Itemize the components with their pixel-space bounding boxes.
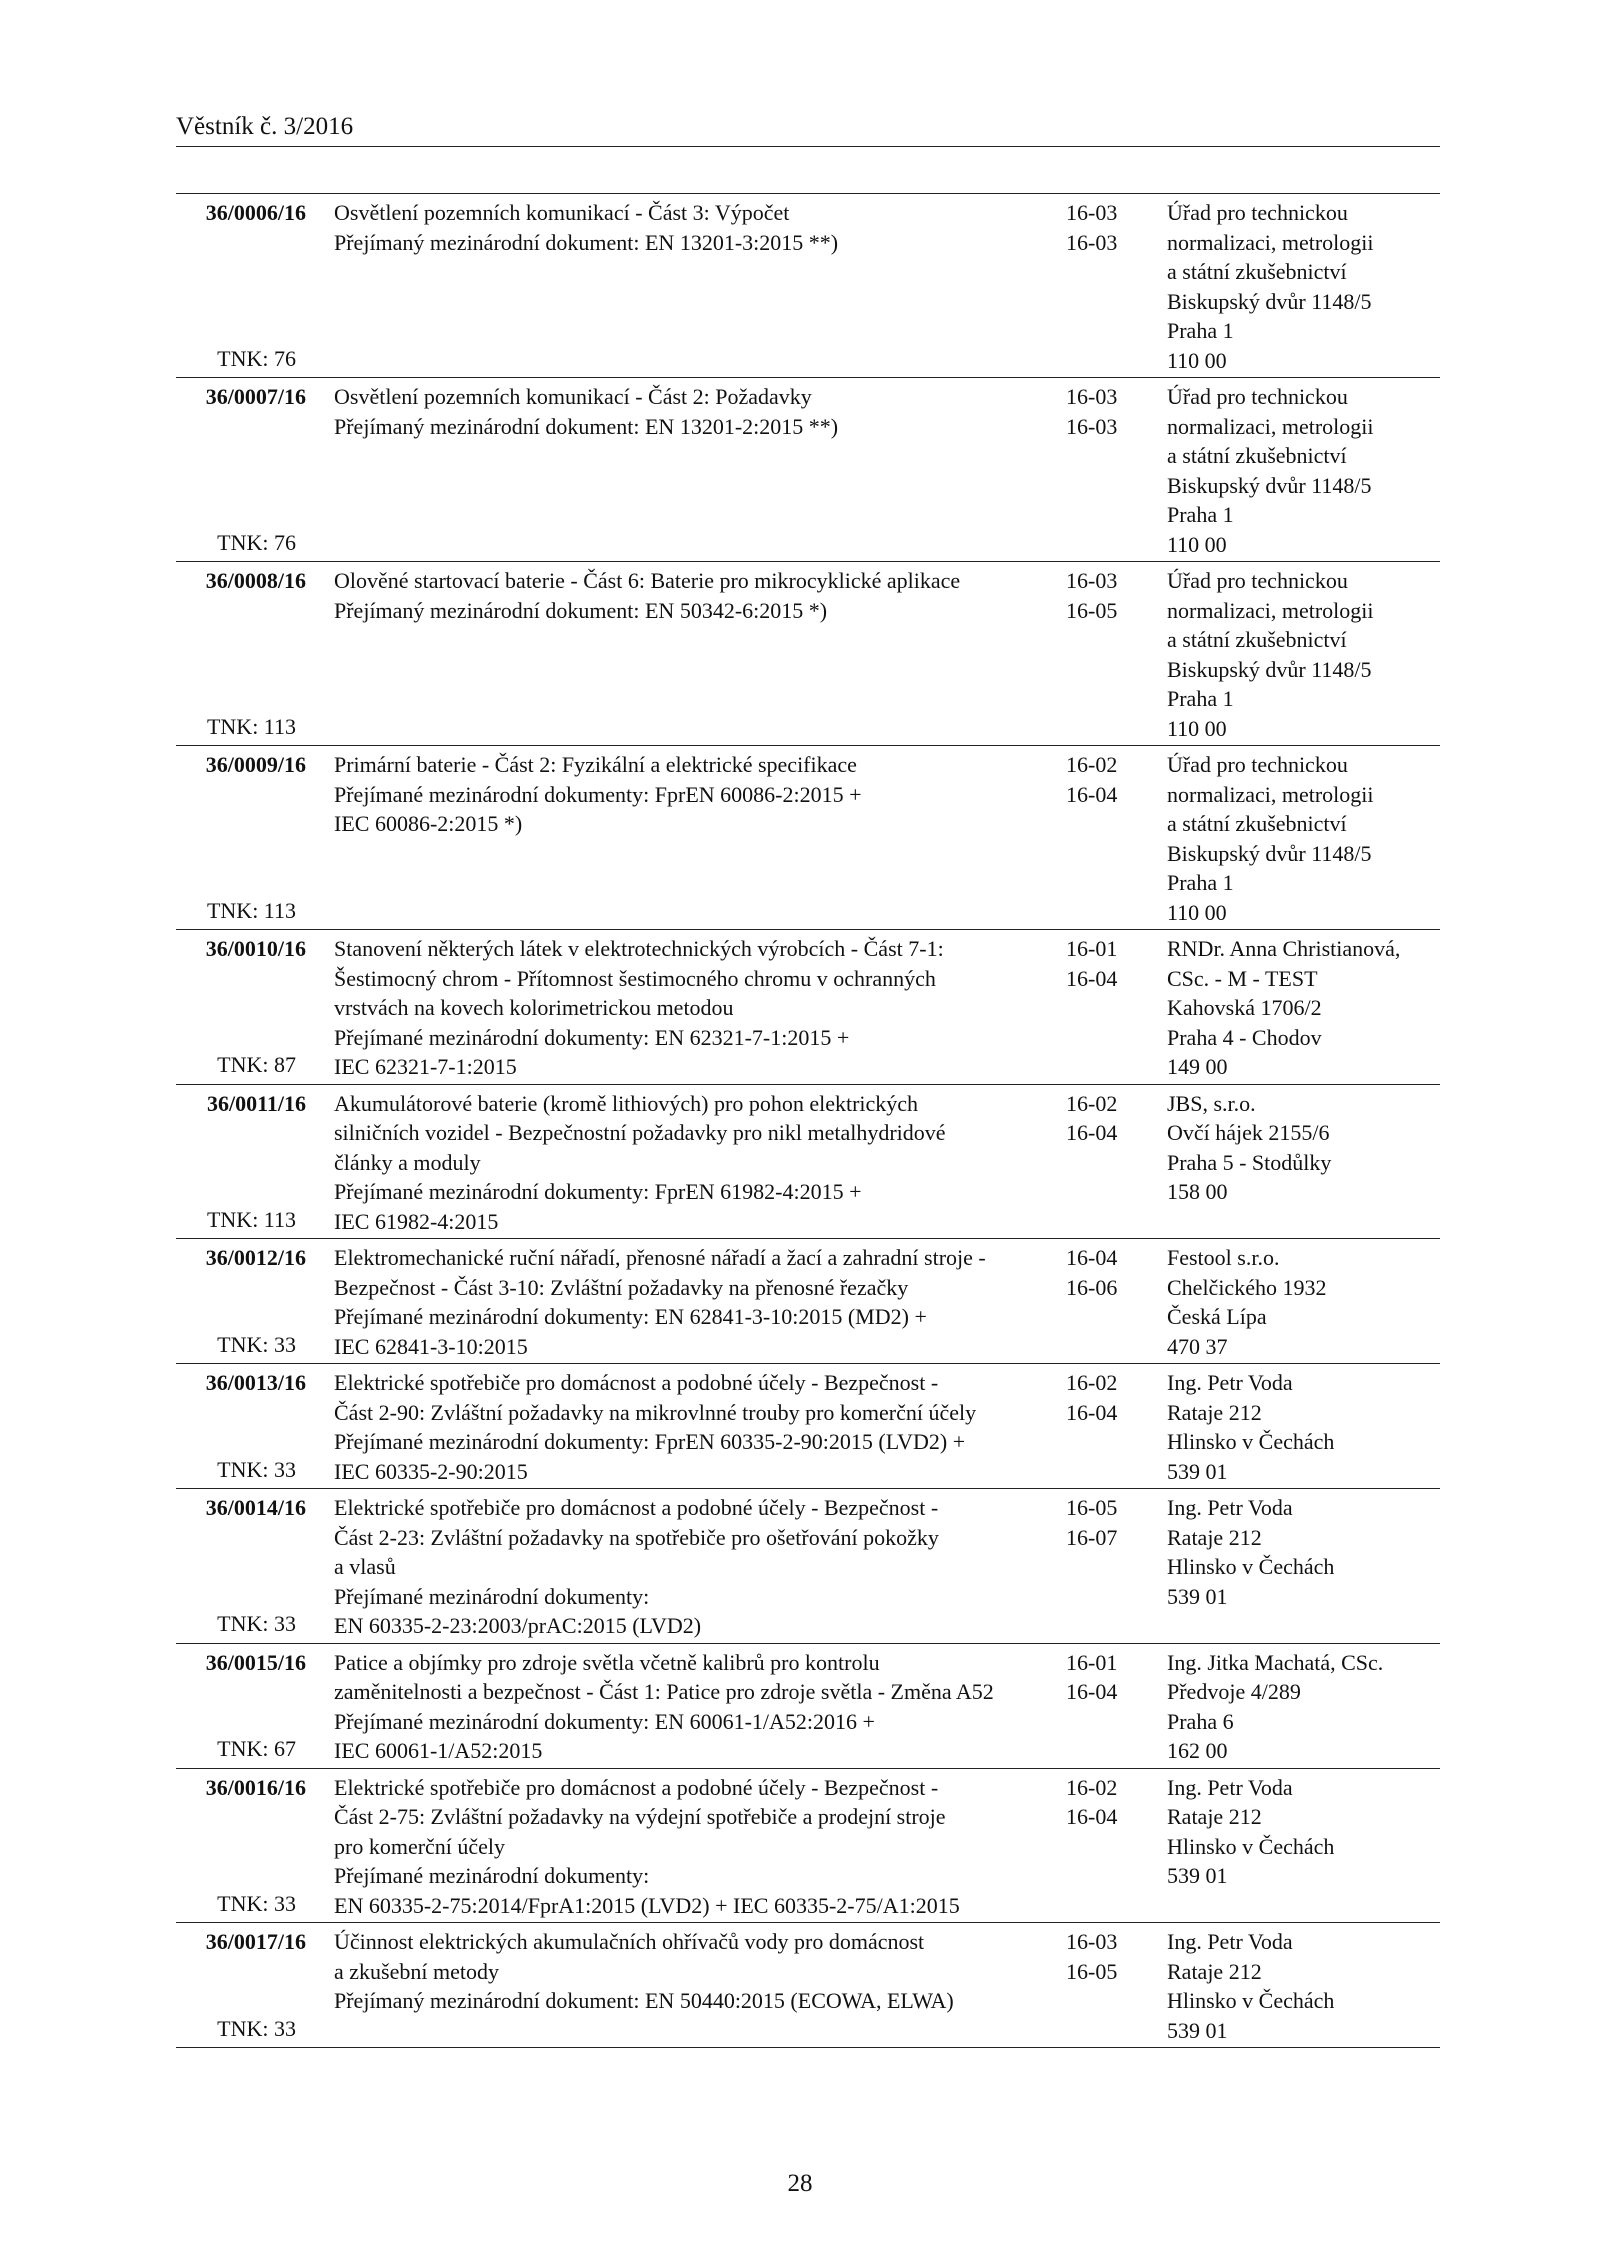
entry-date: 16-02 bbox=[1066, 1774, 1118, 1800]
entry-address-line: normalizaci, metrologii bbox=[1167, 413, 1374, 439]
entry-address-line: Ing. Petr Voda bbox=[1167, 1929, 1293, 1954]
table-row bbox=[176, 1489, 1440, 1644]
entry-spacer bbox=[334, 441, 1234, 471]
entry-tnk: TNK: 67 bbox=[217, 1736, 296, 1761]
entry-title-line: Přejímané mezinárodní dokumenty: EN 62841-3-10:2015 (MD2) + bbox=[334, 1304, 927, 1329]
entry-tnk: TNK: 33 bbox=[217, 1456, 296, 1482]
table-row bbox=[176, 746, 1440, 930]
entry-number: 36/0012/16 bbox=[205, 1245, 306, 1270]
entry-address-line: 539 01 bbox=[1167, 1458, 1228, 1484]
page-number: 28 bbox=[787, 2170, 813, 2197]
entry-title-line: Bezpečnost - Část 3-10: Zvláštní požadavky na přenosné řezačky bbox=[334, 1274, 909, 1300]
table-row bbox=[176, 562, 1440, 746]
entry-tnk: TNK: 33 bbox=[217, 1890, 296, 1916]
entry-address-line: Festool s.r.o. bbox=[1167, 1245, 1280, 1270]
entry-address-line: a státní zkušebnictví bbox=[1167, 811, 1347, 836]
entry-address-line: Biskupský dvůr 1148/5 bbox=[1167, 288, 1372, 314]
standards-table bbox=[176, 193, 1440, 2048]
entry-dates bbox=[1066, 750, 1126, 809]
entry-title-line: Osvětlení pozemních komunikací - Část 3: Výpočet bbox=[334, 200, 790, 225]
entry-title-line: Přejímané mezinárodní dokumenty: FprEN 61982-4:2015 + bbox=[334, 1179, 862, 1204]
entry-date: 16-04 bbox=[1066, 1399, 1118, 1425]
entry-date: 16-04 bbox=[1066, 1120, 1118, 1145]
header-divider bbox=[176, 146, 1440, 147]
entry-date: 16-04 bbox=[1066, 1245, 1118, 1270]
entry-address-line: 110 00 bbox=[1167, 715, 1227, 741]
entry-address bbox=[1167, 1493, 1440, 1611]
entry-number: 36/0006/16 bbox=[205, 200, 306, 225]
entry-title-line: Primární baterie - Část 2: Fyzikální a elektrické specifikace bbox=[334, 752, 857, 777]
entry-address bbox=[1167, 198, 1440, 375]
entry-address-line: 158 00 bbox=[1167, 1179, 1228, 1204]
entry-spacer bbox=[334, 684, 1234, 714]
table-row bbox=[176, 1239, 1440, 1364]
entry-title-line: IEC 61982-4:2015 bbox=[334, 1208, 499, 1234]
entry-address-line: Rataje 212 bbox=[1167, 1958, 1262, 1984]
entry-address-line: Hlinsko v Čechách bbox=[1167, 1988, 1335, 2013]
entry-number: 36/0009/16 bbox=[205, 752, 306, 777]
entry-address bbox=[1167, 1243, 1440, 1361]
entry-dates bbox=[1066, 1368, 1126, 1427]
entry-title-line: zaměnitelnosti a bezpečnost - Část 1: Patice pro zdroje světla - Změna A52 bbox=[334, 1679, 994, 1704]
entry-date: 16-07 bbox=[1066, 1524, 1118, 1550]
entry-date: 16-01 bbox=[1066, 1649, 1118, 1675]
entry-tnk: TNK: 87 bbox=[217, 1052, 296, 1077]
entry-title-line: Část 2-75: Zvláštní požadavky na výdejní spotřebiče a prodejní stroje bbox=[334, 1804, 946, 1829]
entry-tnk: TNK: 33 bbox=[217, 2015, 296, 2041]
entry-date: 16-06 bbox=[1066, 1274, 1118, 1300]
entry-tnk: TNK: 113 bbox=[206, 1206, 296, 1232]
table-row bbox=[176, 1085, 1440, 1240]
entry-title-line: EN 60335-2-75:2014/FprA1:2015 (LVD2) + IEC 60335-2-75/A1:2015 bbox=[334, 1892, 960, 1918]
entry-address-line: Ing. Petr Voda bbox=[1167, 1370, 1293, 1395]
entry-address-line: 110 00 bbox=[1167, 531, 1227, 557]
entry-number: 36/0017/16 bbox=[205, 1929, 306, 1954]
entry-address-line: Hlinsko v Čechách bbox=[1167, 1833, 1335, 1859]
entry-tnk: TNK: 113 bbox=[206, 897, 296, 923]
entry-spacer bbox=[334, 625, 1234, 655]
entry-title-line: Část 2-90: Zvláštní požadavky na mikrovlnné trouby pro komerční účely bbox=[334, 1399, 977, 1425]
entry-dates bbox=[1066, 934, 1126, 993]
entry-title-line bbox=[334, 2016, 1234, 2046]
entry-date: 16-03 bbox=[1066, 1929, 1118, 1954]
entry-title-line: Přejímané mezinárodní dokumenty: bbox=[334, 1863, 650, 1888]
entry-address-line: normalizaci, metrologii bbox=[1167, 229, 1374, 255]
entry-date: 16-04 bbox=[1066, 1679, 1118, 1704]
entry-title-line: IEC 60335-2-90:2015 bbox=[334, 1458, 528, 1484]
entry-title-line: Stanovení některých látek v elektrotechnických výrobcích - Část 7-1: bbox=[334, 936, 944, 961]
entry-title-line: Elektrické spotřebiče pro domácnost a podobné účely - Bezpečnost - bbox=[334, 1370, 939, 1395]
entry-address-line: Ovčí hájek 2155/6 bbox=[1167, 1120, 1330, 1145]
entry-address-line: 110 00 bbox=[1167, 899, 1227, 925]
entry-number: 36/0010/16 bbox=[205, 936, 306, 961]
entry-date: 16-04 bbox=[1066, 781, 1118, 807]
entry-number: 36/0014/16 bbox=[205, 1495, 306, 1520]
entry-address bbox=[1167, 382, 1440, 559]
entry-spacer bbox=[334, 530, 1234, 560]
entry-title-line: vrstvách na kovech kolorimetrickou metodou bbox=[334, 995, 734, 1020]
entry-address-line: Hlinsko v Čechách bbox=[1167, 1554, 1335, 1579]
entry-dates bbox=[1066, 566, 1126, 625]
entry-address-line: 149 00 bbox=[1167, 1054, 1228, 1079]
entry-address-line: 539 01 bbox=[1167, 1863, 1228, 1888]
entry-spacer bbox=[334, 500, 1234, 530]
entry-dates bbox=[1066, 1089, 1126, 1148]
entry-address-line: a státní zkušebnictví bbox=[1167, 627, 1347, 652]
entry-title-line: silničních vozidel - Bezpečnostní požadavky pro nikl metalhydridové bbox=[334, 1120, 946, 1145]
entry-address-line: Praha 1 bbox=[1167, 686, 1234, 711]
table-row bbox=[176, 1769, 1440, 1924]
entry-title-line: Elektrické spotřebiče pro domácnost a podobné účely - Bezpečnost - bbox=[334, 1774, 939, 1800]
entry-title-line: Část 2-23: Zvláštní požadavky na spotřebiče pro ošetřování pokožky bbox=[334, 1524, 939, 1550]
entry-address-line: Rataje 212 bbox=[1167, 1524, 1262, 1550]
entry-address-line: CSc. - M - TEST bbox=[1167, 965, 1318, 991]
entry-spacer bbox=[334, 316, 1234, 346]
entry-address bbox=[1167, 1368, 1440, 1486]
entry-date: 16-03 bbox=[1066, 384, 1118, 409]
entry-spacer bbox=[334, 287, 1234, 317]
entry-address-line: 539 01 bbox=[1167, 2017, 1228, 2043]
entry-date: 16-05 bbox=[1066, 1495, 1118, 1520]
entry-address-line: Praha 4 - Chodov bbox=[1167, 1024, 1322, 1050]
table-row bbox=[176, 1923, 1440, 2048]
entry-title-line: Přejímané mezinárodní dokumenty: EN 62321-7-1:2015 + bbox=[334, 1024, 850, 1050]
entry-title-line: IEC 62321-7-1:2015 bbox=[334, 1054, 517, 1079]
entry-address-line: Úřad pro technickou bbox=[1167, 752, 1348, 777]
entry-title-line: Elektrické spotřebiče pro domácnost a podobné účely - Bezpečnost - bbox=[334, 1495, 939, 1520]
entry-address-line: Rataje 212 bbox=[1167, 1804, 1262, 1829]
entry-address-line: Ing. Petr Voda bbox=[1167, 1495, 1293, 1520]
entry-title-line: články a moduly bbox=[334, 1149, 481, 1175]
entry-address-line: Úřad pro technickou bbox=[1167, 384, 1348, 409]
entry-title-line: Přejímaný mezinárodní dokument: EN 13201-3:2015 **) bbox=[334, 229, 839, 255]
entry-address-line: Ing. Petr Voda bbox=[1167, 1774, 1293, 1800]
entry-spacer bbox=[334, 898, 1234, 928]
table-row bbox=[176, 1644, 1440, 1769]
entry-date: 16-05 bbox=[1066, 1958, 1118, 1984]
entry-dates bbox=[1066, 1243, 1126, 1302]
entry-address-line: Praha 1 bbox=[1167, 870, 1234, 895]
entry-date: 16-02 bbox=[1066, 752, 1118, 777]
entry-address-line: 162 00 bbox=[1167, 1738, 1228, 1763]
entry-date: 16-05 bbox=[1066, 597, 1118, 623]
entry-address-line: Předvoje 4/289 bbox=[1167, 1679, 1301, 1704]
entry-address-line: Úřad pro technickou bbox=[1167, 568, 1348, 593]
entry-address-line: Rataje 212 bbox=[1167, 1399, 1262, 1425]
entry-spacer bbox=[334, 471, 1234, 501]
entry-number: 36/0011/16 bbox=[206, 1090, 306, 1116]
entry-spacer bbox=[334, 714, 1234, 744]
entry-spacer bbox=[334, 839, 1234, 869]
table-row bbox=[176, 194, 1440, 378]
entry-address bbox=[1167, 1648, 1440, 1766]
entry-title-line: IEC 60086-2:2015 *) bbox=[334, 811, 523, 836]
entry-title-line: Přejímané mezinárodní dokumenty: EN 60061-1/A52:2016 + bbox=[334, 1708, 875, 1734]
entry-date: 16-03 bbox=[1066, 568, 1118, 593]
table-row bbox=[176, 930, 1440, 1085]
entry-dates bbox=[1066, 382, 1126, 441]
entry-title-line: Účinnost elektrických akumulačních ohřívačů vody pro domácnost bbox=[334, 1929, 925, 1954]
entry-address-line: Biskupský dvůr 1148/5 bbox=[1167, 656, 1372, 682]
entry-title-line: a zkušební metody bbox=[334, 1958, 499, 1984]
entry-spacer bbox=[334, 655, 1234, 685]
entry-title-line: pro komerční účely bbox=[334, 1833, 506, 1859]
entry-address-line: Praha 5 - Stodůlky bbox=[1167, 1149, 1332, 1175]
entry-address-line: 110 00 bbox=[1167, 347, 1227, 373]
entry-tnk: TNK: 33 bbox=[217, 1331, 296, 1357]
entry-address-line: Kahovská 1706/2 bbox=[1167, 995, 1322, 1020]
entry-address-line: normalizaci, metrologii bbox=[1167, 781, 1374, 807]
entry-title-line: Olověné startovací baterie - Část 6: Baterie pro mikrocyklické aplikace bbox=[334, 568, 961, 593]
entry-address-line: 539 01 bbox=[1167, 1583, 1228, 1609]
entry-tnk: TNK: 113 bbox=[206, 713, 296, 739]
entry-spacer bbox=[334, 346, 1234, 376]
entry-address-line: normalizaci, metrologii bbox=[1167, 597, 1374, 623]
entry-date: 16-03 bbox=[1066, 413, 1118, 439]
entry-number: 36/0007/16 bbox=[205, 384, 306, 409]
entry-date: 16-02 bbox=[1066, 1370, 1118, 1395]
entry-date: 16-02 bbox=[1066, 1090, 1118, 1116]
entry-title-line: Osvětlení pozemních komunikací - Část 2: Požadavky bbox=[334, 384, 812, 409]
entry-title-line: Akumulátorové baterie (kromě lithiových) pro pohon elektrických bbox=[334, 1090, 919, 1116]
entry-address bbox=[1167, 1089, 1440, 1207]
entry-address bbox=[1167, 1773, 1440, 1891]
entry-number: 36/0013/16 bbox=[205, 1370, 306, 1395]
entry-number: 36/0015/16 bbox=[205, 1649, 306, 1675]
entry-address bbox=[1167, 566, 1440, 743]
entry-title-line: Přejímané mezinárodní dokumenty: FprEN 60335-2-90:2015 (LVD2) + bbox=[334, 1429, 966, 1454]
entry-tnk: TNK: 76 bbox=[217, 529, 296, 555]
entry-address-line: JBS, s.r.o. bbox=[1167, 1090, 1256, 1116]
entry-title-line: IEC 60061-1/A52:2015 bbox=[334, 1738, 543, 1763]
entry-dates bbox=[1066, 1773, 1126, 1832]
entry-dates bbox=[1066, 1493, 1126, 1552]
entry-address-line: RNDr. Anna Christianová, bbox=[1167, 936, 1401, 961]
entry-title-line: Přejímaný mezinárodní dokument: EN 13201-2:2015 **) bbox=[334, 413, 839, 439]
entry-address-line: Ing. Jitka Machatá, CSc. bbox=[1167, 1649, 1384, 1675]
entry-title-line: Patice a objímky pro zdroje světla včetně kalibrů pro kontrolu bbox=[334, 1649, 880, 1675]
entry-dates bbox=[1066, 198, 1126, 257]
table-row bbox=[176, 1364, 1440, 1489]
entry-date: 16-03 bbox=[1066, 229, 1118, 255]
entry-title-line: Elektromechanické ruční nářadí, přenosné nářadí a žací a zahradní stroje - bbox=[334, 1245, 986, 1270]
entry-address bbox=[1167, 750, 1440, 927]
entry-title-line: Šestimocný chrom - Přítomnost šestimocného chromu v ochranných bbox=[334, 965, 936, 991]
entry-date: 16-04 bbox=[1066, 1804, 1118, 1829]
entry-address-line: a státní zkušebnictví bbox=[1167, 259, 1347, 284]
entry-tnk: TNK: 76 bbox=[217, 345, 296, 371]
entry-dates bbox=[1066, 1648, 1126, 1707]
entry-date: 16-01 bbox=[1066, 936, 1118, 961]
entry-title-line: a vlasů bbox=[334, 1554, 396, 1579]
entry-spacer bbox=[334, 868, 1234, 898]
entry-title-line: IEC 62841-3-10:2015 bbox=[334, 1333, 528, 1359]
entry-address-line: Chelčického 1932 bbox=[1167, 1274, 1327, 1300]
entry-number: 36/0016/16 bbox=[205, 1774, 306, 1800]
entry-address-line: Praha 6 bbox=[1167, 1708, 1234, 1734]
entry-address bbox=[1167, 1927, 1440, 2045]
entry-date: 16-04 bbox=[1066, 965, 1118, 991]
entry-date: 16-03 bbox=[1066, 200, 1118, 225]
entry-number: 36/0008/16 bbox=[205, 568, 306, 593]
entry-address-line: Úřad pro technickou bbox=[1167, 200, 1348, 225]
entry-address-line: Praha 1 bbox=[1167, 502, 1234, 527]
entry-address-line: Biskupský dvůr 1148/5 bbox=[1167, 840, 1372, 866]
entry-tnk: TNK: 33 bbox=[217, 1611, 296, 1636]
entry-title-line: EN 60335-2-23:2003/prAC:2015 (LVD2) bbox=[334, 1613, 702, 1638]
entry-address bbox=[1167, 934, 1440, 1082]
page-header-title: Věstník č. 3/2016 bbox=[176, 113, 354, 140]
entry-address-line: Biskupský dvůr 1148/5 bbox=[1167, 472, 1372, 498]
entry-spacer bbox=[334, 257, 1234, 287]
entry-title-line: Přejímaný mezinárodní dokument: EN 50440:2015 (ECOWA, ELWA) bbox=[334, 1988, 954, 2013]
entry-title-line: Přejímaný mezinárodní dokument: EN 50342-6:2015 *) bbox=[334, 597, 828, 623]
entry-address-line: Hlinsko v Čechách bbox=[1167, 1429, 1335, 1454]
entry-title-line: Přejímané mezinárodní dokumenty: FprEN 60086-2:2015 + bbox=[334, 781, 862, 807]
table-row bbox=[176, 378, 1440, 562]
entry-title-line: Přejímané mezinárodní dokumenty: bbox=[334, 1583, 650, 1609]
entry-address-line: a státní zkušebnictví bbox=[1167, 443, 1347, 468]
entry-address-line: Česká Lípa bbox=[1167, 1304, 1267, 1329]
entry-address-line: Praha 1 bbox=[1167, 318, 1234, 343]
entry-dates bbox=[1066, 1927, 1126, 1986]
entry-address-line: 470 37 bbox=[1167, 1333, 1228, 1359]
